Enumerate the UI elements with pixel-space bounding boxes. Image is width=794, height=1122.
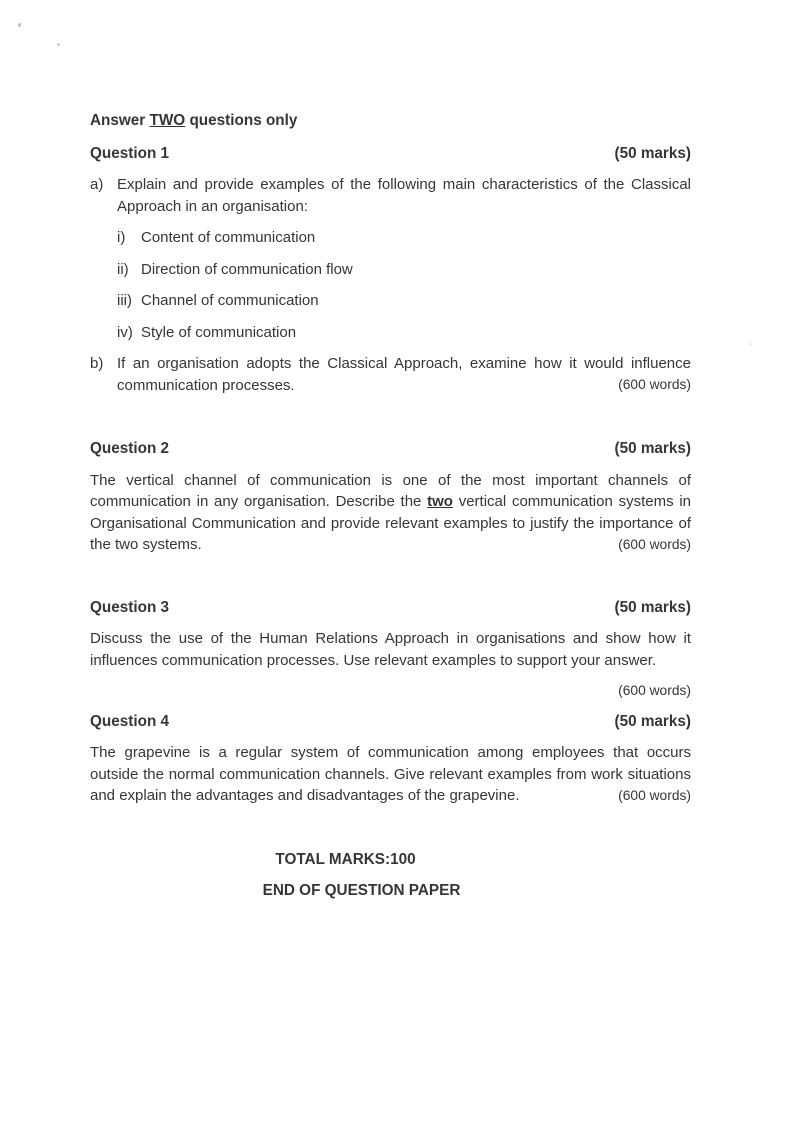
word-limit: (600 words) (618, 536, 691, 552)
part-text: Explain and provide examples of the following main characteristics of the Classical Approach in an organisation: (117, 176, 691, 215)
subitem-marker: iii) (117, 292, 132, 309)
question-3-section (90, 597, 691, 702)
subitem-marker: iv) (117, 323, 133, 341)
question-text (90, 470, 691, 556)
scan-speck (18, 23, 21, 27)
word-limit: (600 words) (618, 683, 691, 698)
question-4-body (90, 742, 691, 807)
question-2-header (90, 438, 691, 460)
question-1-part-b (90, 353, 691, 396)
question-label: Question 2 (90, 440, 170, 457)
subitem-text: Direction of communication flow (141, 260, 353, 278)
question-marks: (50 marks) (614, 712, 691, 730)
question-1-header (90, 143, 691, 165)
subitem-marker: i) (117, 229, 126, 246)
question-marks: (50 marks) (614, 144, 691, 162)
body-suffix: vertical communication systems in Organisational Communication and provide relevant examples to justify the importance of the two systems. (90, 493, 691, 553)
subitem-marker: ii) (117, 260, 129, 278)
question-3-header (90, 597, 691, 619)
part-marker: b) (90, 355, 104, 372)
question-1-part-a (90, 174, 691, 217)
question-text: Discuss the use of the Human Relations Approach in organisations and show how it influences communication processes. Use relevant examples to support your answer. (90, 630, 691, 669)
question-text: The grapevine is a regular system of communication among employees that occurs outside the normal communication channels. Give relevant examples from work situations and explain the advantages and disadvantages of the grapevine. (90, 744, 691, 804)
body-prefix: The vertical channel of communication is one of the most important channels of communication in any organisation. Describe the (90, 471, 691, 510)
question-4-section (90, 711, 691, 807)
question-label: Question 3 (90, 598, 170, 616)
instruction-emphasis: TWO (149, 112, 186, 129)
answer-instruction (90, 110, 691, 132)
word-limit: (600 words) (618, 377, 691, 392)
question-1-subitem-iii (90, 290, 691, 312)
part-text: If an organisation adopts the Classical Approach, examine how it would influence communication processes. (117, 355, 691, 394)
question-1-subitem-i (90, 227, 691, 249)
subitem-text: Content of communication (141, 229, 316, 246)
question-2-body (90, 470, 691, 556)
question-label: Question 1 (90, 144, 170, 162)
part-marker: a) (90, 176, 104, 193)
question-1-subitem-ii (90, 259, 691, 281)
word-limit: (600 words) (618, 787, 691, 803)
question-marks: (50 marks) (614, 440, 691, 457)
footer-total-marks: TOTAL MARKS:100 (275, 850, 416, 868)
instruction-prefix: Answer (90, 112, 150, 129)
question-label: Question 4 (90, 712, 170, 730)
instruction-suffix: questions only (185, 112, 298, 129)
body-emphasis: two (427, 493, 453, 510)
footer-end-of-paper: END OF QUESTION PAPER (262, 882, 461, 899)
question-4-header (90, 711, 691, 733)
subitem-text: Channel of communication (141, 292, 319, 309)
question-marks: (50 marks) (614, 598, 691, 616)
question-1-section (90, 143, 691, 397)
scan-speck (749, 343, 752, 346)
page-content (90, 110, 691, 902)
subitem-text: Style of communication (141, 323, 297, 341)
question-1-subitem-iv (90, 322, 691, 344)
question-2-section (90, 438, 691, 556)
scan-speck (57, 43, 60, 46)
